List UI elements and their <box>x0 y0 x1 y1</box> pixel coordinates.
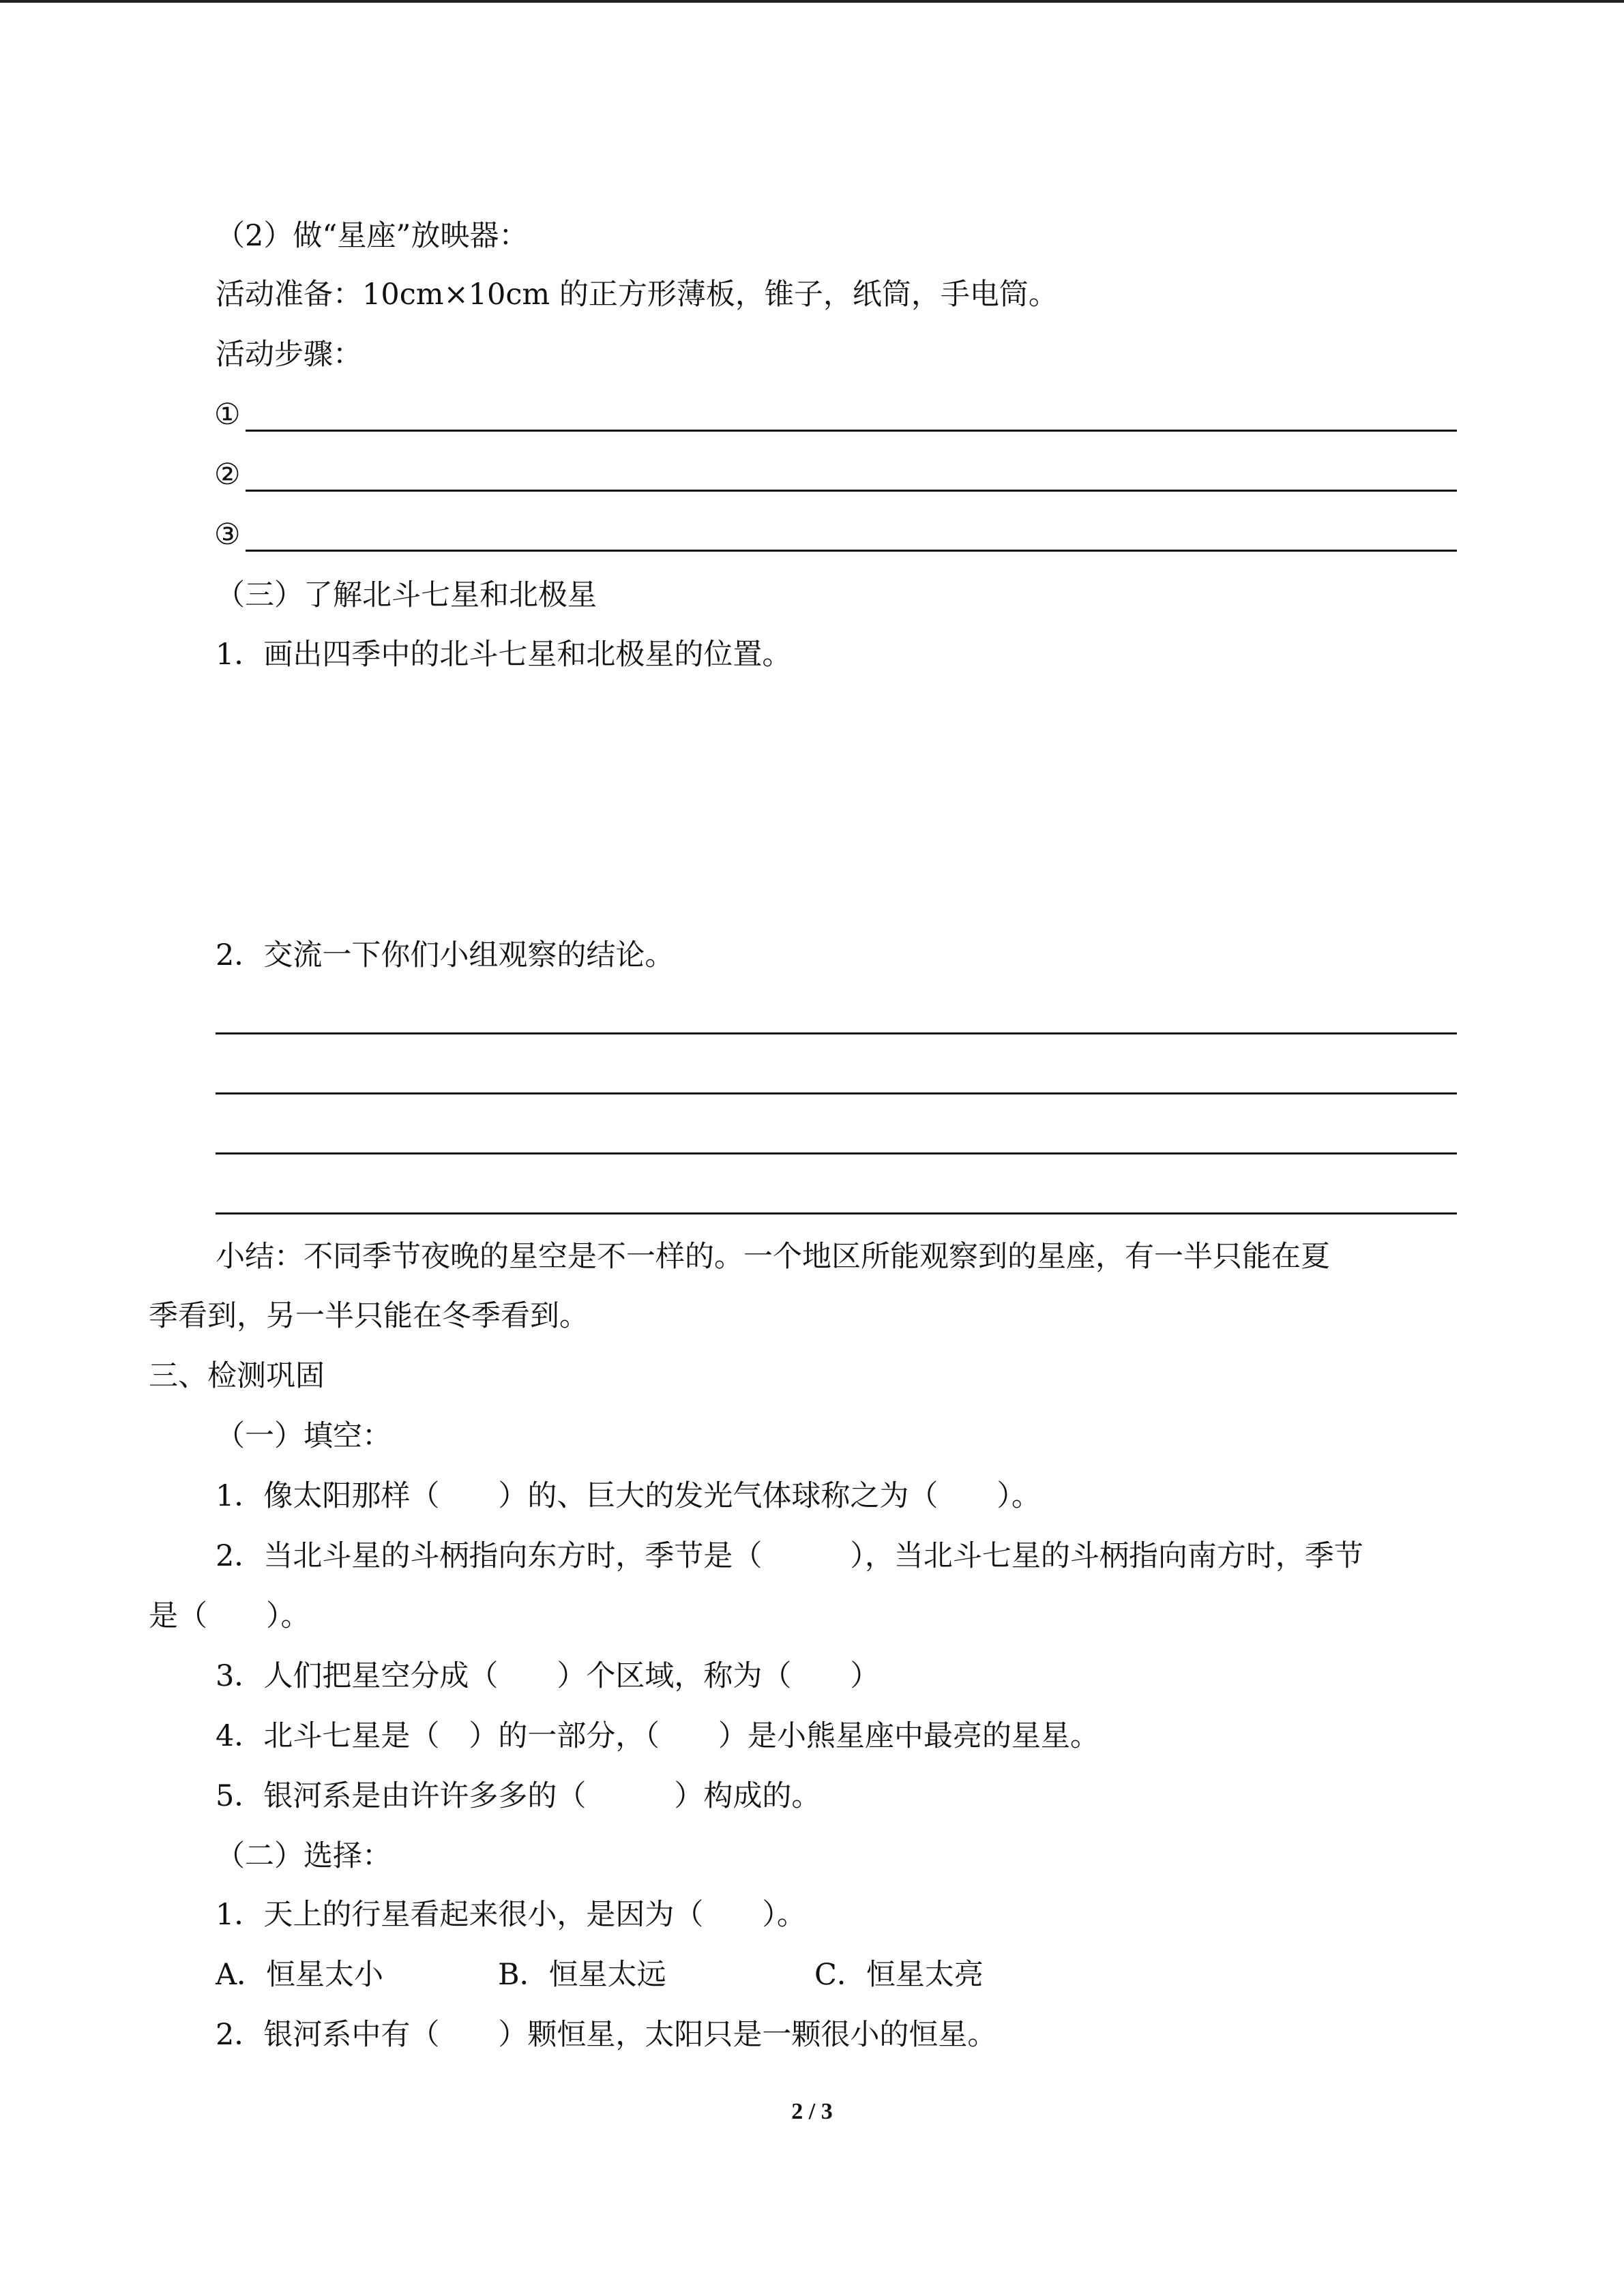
fill-question-5: 5．银河系是由许许多多的（ ）构成的。 <box>216 1779 821 1813</box>
answer-line[interactable] <box>246 490 1457 492</box>
answer-line[interactable] <box>216 1152 1457 1154</box>
answer-line[interactable] <box>246 430 1457 432</box>
fill-question-3: 3．人们把星空分成（ ）个区域，称为（ ） <box>216 1659 880 1693</box>
question-discuss: 2．交流一下你们小组观察的结论。 <box>216 938 675 972</box>
summary-line-1: 小结：不同季节夜晚的星空是不一样的。一个地区所能观察到的星座，有一半只能在夏 <box>216 1240 1330 1274</box>
section-heading: （三）了解北斗七星和北极星 <box>216 578 597 612</box>
fill-heading: （一）填空： <box>216 1419 392 1453</box>
fill-question-2-line-2: 是（ ）。 <box>149 1599 310 1633</box>
choice-question-1: 1．天上的行星看起来很小，是因为（ ）。 <box>216 1898 806 1932</box>
answer-line[interactable] <box>246 550 1457 552</box>
choice-option-c[interactable]: C．恒星太亮 <box>814 1958 984 1992</box>
answer-line[interactable] <box>216 1032 1457 1034</box>
step-marker-2: ② <box>214 458 241 492</box>
activity-steps-label: 活动步骤： <box>216 338 362 372</box>
choice-heading: （二）选择： <box>216 1839 392 1873</box>
question-draw: 1．画出四季中的北斗七星和北极星的位置。 <box>216 638 792 672</box>
step-marker-1: ① <box>214 398 241 432</box>
test-title: 三、检测巩固 <box>149 1359 325 1393</box>
choice-question-2: 2．银河系中有（ ）颗恒星，太阳只是一颗很小的恒星。 <box>216 2018 997 2052</box>
choice-option-b[interactable]: B．恒星太远 <box>498 1958 666 1992</box>
fill-question-1: 1．像太阳那样（ ）的、巨大的发光气体球称之为（ ）。 <box>216 1479 1041 1513</box>
answer-line[interactable] <box>216 1212 1457 1214</box>
top-border <box>0 0 1624 3</box>
activity-prep: 活动准备：10cm×10cm 的正方形薄板，锥子，纸筒，手电筒。 <box>216 278 1058 312</box>
activity-heading: （2）做“星座”放映器： <box>216 219 529 253</box>
page-number: 2 / 3 <box>791 2099 833 2124</box>
fill-question-4: 4．北斗七星是（ ）的一部分，（ ）是小熊星座中最亮的星星。 <box>216 1719 1099 1753</box>
choice-option-a[interactable]: A．恒星太小 <box>216 1958 384 1992</box>
step-marker-3: ③ <box>214 518 241 552</box>
answer-line[interactable] <box>216 1092 1457 1094</box>
summary-line-2: 季看到，另一半只能在冬季看到。 <box>149 1299 589 1333</box>
fill-question-2-line-1: 2．当北斗星的斗柄指向东方时，季节是（ ），当北斗七星的斗柄指向南方时，季节 <box>216 1539 1363 1573</box>
